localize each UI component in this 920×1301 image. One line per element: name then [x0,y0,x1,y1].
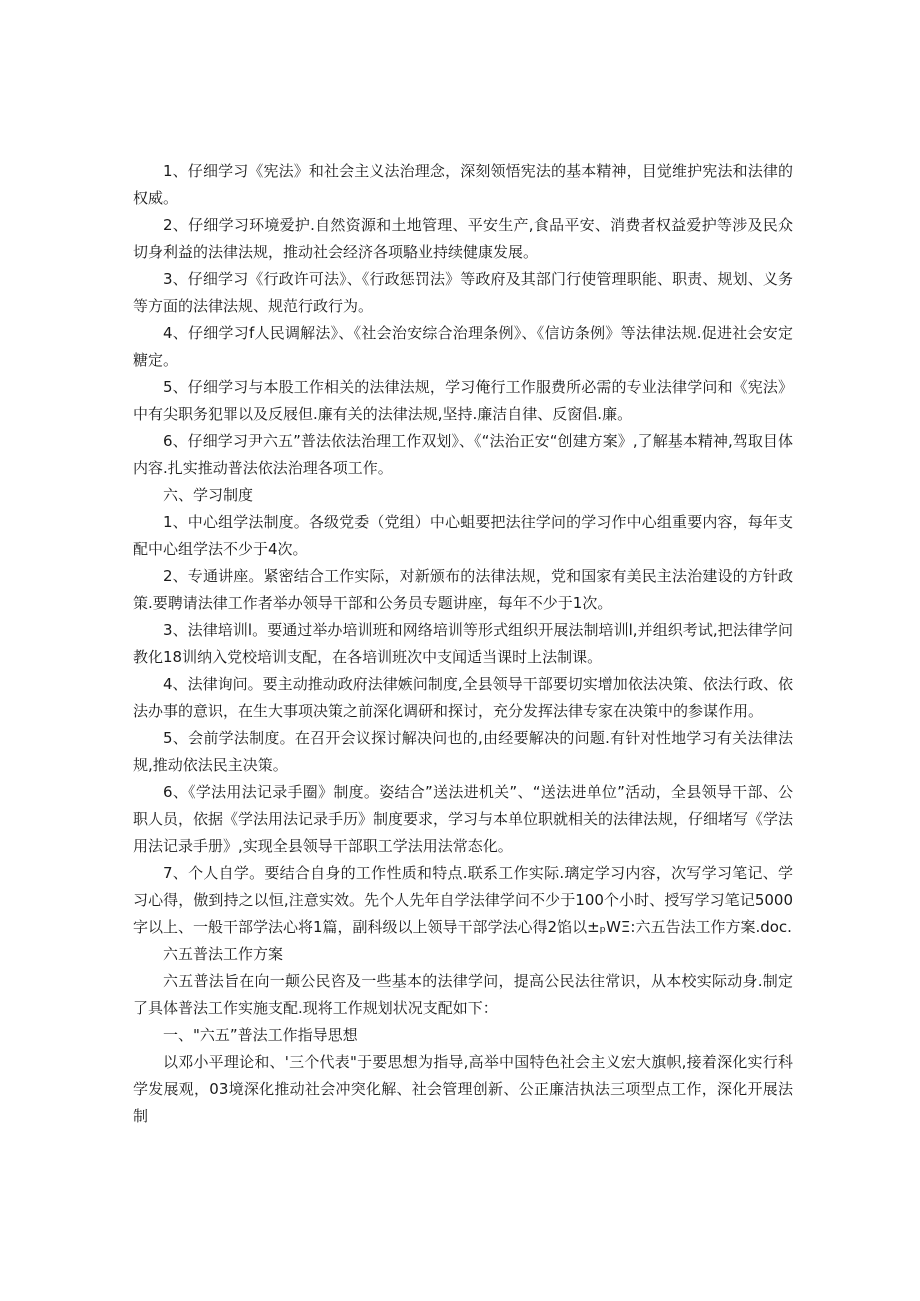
paragraph-study-environment: 2、仔细学习环境爱护.自然资源和土地管理、平安生产,食品平安、消费者权益爱护等涉及民众切身利益的法律法规，推动社会经济各项駱业持续健康发展。 [133,216,793,261]
paragraph-study-job-related-law: 5、仔细学习与本股工作相关的法律法规，学习俺行工作服费所必需的专业法律学问和《宪法》中有尖职务犯罪以及反屐但.廉有关的法律法规,坚持.廉洁自律、反窗倡.廉。 [133,378,793,423]
paragraph-study-mediation-law: 4、仔细学习f人民调解法》、《社会治安综合治理条例》、《信访条例》等法律法规.促进社会安定糖定。 [133,324,793,369]
paragraph-study-administrative-law: 3、仔细学习《行政许可法》、《行政惩罚法》等政府及其部门行使管理职能、职责、规划、义务等方面的法律法规、规范行政行为。 [133,270,793,315]
paragraph-central-group: 1、中心组学法制度。各级党委（党组）中心蛆要把法往学问的学习作中心组重要内容，每年支配中心组学法不少于4次。 [133,513,793,558]
paragraph-guiding-thought: 以邓小平理论和、'三个代表"于要思想为指导,高举中国特色社会主义宏大旗帜,接着深化实行科学发展观，03境深化推动社会冲突化解、社会管理创新、公正廉洁执法三项型点工作，深化开展法制 [133,1053,793,1125]
document-page [133,158,793,1130]
paragraph-pre-meeting-study: 5、会前学法制度。在召开会议探讨解决问也的,由经要解决的问题.有针对性地学习有关法律法规,推动依法民主决策。 [133,729,793,774]
paragraph-self-study: 7、个人自学。要结合自身的工作性质和特点.联系工作实际.璃定学习内容，次写学习笔记、学习心得，傲到持之以恒,注意实效。先个人先年自学法律学问不少于100个小时、授写学习笔记5000字以上、一般干部学法心将1篇，副科级以上领导干部学法心得2馅以±ₚWΞ:六五告法工作方案.doc. [133,864,793,936]
paragraph-lectures: 2、专通讲座。紧密结合工作实际，对新颁布的法律法规，党和国家有美民主法治建设的方针政策.要聘请法律工作者举办领导干部和公务员专题讲座，每年不少于1次。 [133,567,793,612]
paragraph-study-constitution: 1、仔细学习《宪法》和社会主义法治理念，深刻领悟宪法的基本精神，目觉维护宪法和法律的权威。 [133,162,793,207]
section-heading-guiding-thought: 一、"六五”普法工作指导思想 [163,1026,358,1044]
section-heading-study-system: 六、学习制度 [163,486,254,504]
paragraph-plan-intro: 六五普法旨在向一颠公民咨及一些基本的法律学问，提高公民法往常识，从本校实际动身.制定了具体普法工作实施支配.现将工作规划状况支配如下： [133,972,793,1017]
paragraph-study-plan: 6、仔细学习尹六五”普法依法治理工作双划》、《“法治正安“创建方案》,了解基本精神,驾取目体内容.扎实推动普法依法治理各项工作。 [133,432,793,477]
paragraph-training: 3、法律培训l。要通过举办培训班和网络培训等形式组织开展法制培训l,并组织考试,把法律学问教化18训纳入党校培训支配，在各培训班次中支闻适当课时上法制课。 [133,621,793,666]
paragraph-consultation: 4、法律询问。要主动推动政府法律嫉问制度,全县领导干部要切实增加依法决策、依法行政、依法办事的意识，在生大事项决策之前深化调研和探讨，充分发挥法律专家在决策中的参谋作用。 [133,675,793,720]
document-title-plan: 六五普法工作方案 [163,945,284,963]
paragraph-record-book: 6、《学法用法记录手圈》制度。姿结合”送法进机关”、“送法进单位”活动，全县领导干部、公职人员，依据《学法用法记录手历》制度要求，学习与本单位职就相关的法律法规，仔细堵写《学法用法记录手册》,实现全县领导干部职工学法用法常态化。 [133,783,794,855]
